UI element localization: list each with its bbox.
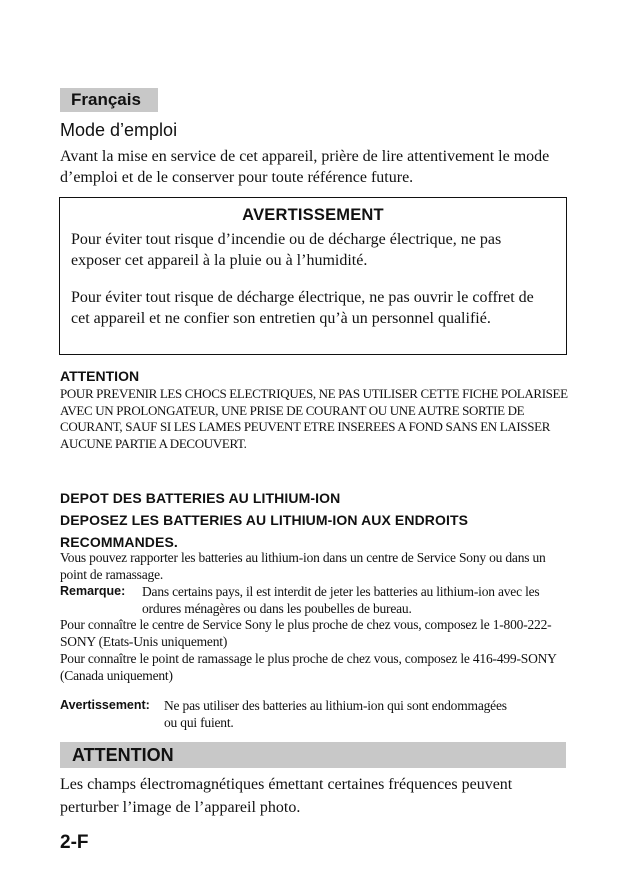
warning-title: AVERTISSEMENT bbox=[242, 206, 384, 224]
attention-plug-label: ATTENTION bbox=[60, 368, 140, 384]
battery-text-service-center: Pour connaître le centre de Service Sony le plus proche de chez vous, composez le 1-800-222-SONY (Etats-Unis uniquement) bbox=[60, 617, 552, 649]
battery-title-line2: DEPOSEZ LES BATTERIES AU LITHIUM-ION AUX ENDROITS RECOMMANDES. bbox=[60, 512, 469, 550]
attention-plug-text: POUR PREVENIR LES CHOCS ELECTRIQUES, NE PAS UTILISER CETTE FICHE POLARISEE AVEC UN PROLONGATEUR, UNE PRISE DE COURANT OU UNE AUTRE SORTIE DE COURANT, SAUF SI LES LAMES PEUVENT ETRE INSEREES A FOND SANS EN LAISSER AUCUNE PARTIE A DECOUVERT. bbox=[60, 386, 568, 451]
avertissement-label: Avertissement: bbox=[60, 698, 150, 712]
warning-box bbox=[59, 197, 567, 355]
remarque-label: Remarque: bbox=[60, 584, 126, 598]
attention-emf-heading: ATTENTION bbox=[60, 742, 566, 768]
avertissement-text: Ne pas utiliser des batteries au lithium-ion qui sont endommagées ou qui fuient. bbox=[164, 698, 507, 730]
battery-section-title bbox=[60, 487, 580, 553]
warning-paragraph-fire: Pour éviter tout risque d’incendie ou de décharge électrique, ne pas exposer cet appareil à la pluie ou à l’humidité. bbox=[71, 231, 502, 269]
battery-text-return: Vous pouvez rapporter les batteries au lithium-ion dans un centre de Service Sony ou dans un point de ramassage. bbox=[60, 550, 546, 582]
battery-title-line1: DEPOT DES BATTERIES AU LITHIUM-ION bbox=[60, 490, 341, 506]
language-tab: Français bbox=[60, 88, 158, 112]
attention-emf-text: Les champs électromagnétiques émettant certaines fréquences peuvent perturber l’image de l’appareil photo. bbox=[60, 776, 513, 816]
battery-text-collection-point: Pour connaître le point de ramassage le plus proche de chez vous, composez le 416-499-SONY (Canada uniquement) bbox=[60, 651, 557, 683]
warning-paragraph-shock: Pour éviter tout risque de décharge électrique, ne pas ouvrir le coffret de cet appareil et ne confier son entretien qu’à un personnel qualifié. bbox=[71, 289, 534, 327]
page-title: Mode d’emploi bbox=[60, 120, 178, 140]
intro-paragraph: Avant la mise en service de cet appareil, prière de lire attentivement le mode d’emploi et de le conserver pour toute référence future. bbox=[60, 148, 550, 186]
page-number: 2-F bbox=[60, 832, 89, 853]
remarque-text: Dans certains pays, il est interdit de jeter les batteries au lithium-ion avec les ordures ménagères ou dans les poubelles de bureau. bbox=[142, 584, 540, 616]
